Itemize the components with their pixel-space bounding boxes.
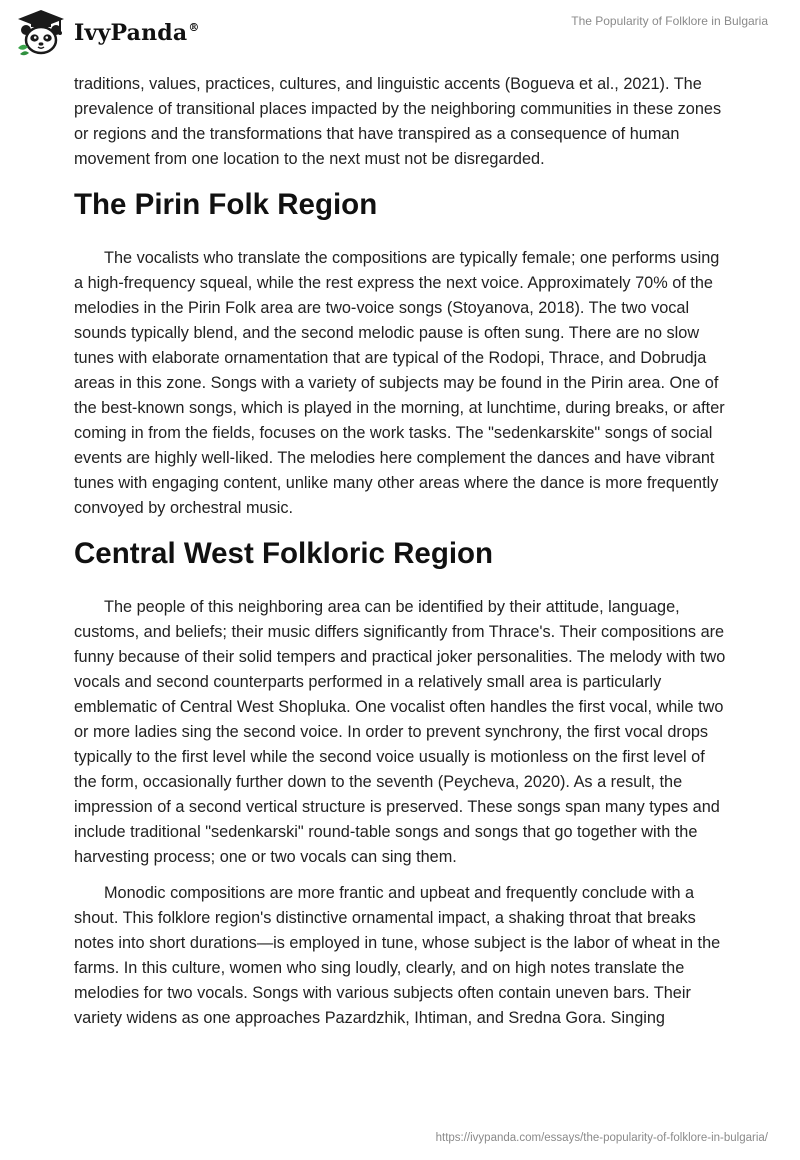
pirin-paragraph: The vocalists who translate the compositions are typically female; one performs using a high-frequency squeal, while the rest express the next voice. Approximately 70% of the melodies in the Pirin Folk area are two-voice songs (Stoyanova, 2018). The two vocal sounds typically blend, and the second melodic pause is often sung. There are no slow tunes with elaborate ornamentation that are typical of the Rodopi, Thrace, and Dobrudja areas in this zone. Songs with a variety of subjects may be found in the Pirin area. One of the best-known songs, which is played in the morning, at lunchtime, during breaks, or after coming in from the fields, focuses on the work tasks. The "sedenkarskite" songs of social events are highly well-liked. The melodies here complement the dances and have vibrant tunes with engaging content, unlike many other areas where the dance is more frequently convoyed by orchestral music. [74, 249, 725, 517]
document-title: The Popularity of Folklore in Bulgaria [571, 14, 768, 28]
ivypanda-logo[interactable] [14, 8, 200, 58]
essay-body [74, 72, 726, 1042]
central-west-paragraph-1: The people of this neighboring area can be identified by their attitude, language, customs, and beliefs; their music differs significantly from Thrace's. Their compositions are funny because of their solid tempers and practical joker personalities. The melody with two vocals and second counterparts performed in a relatively small area is particularly emblematic of Central West Shopluka. One vocalist often handles the first vocal, while two or more ladies sing the second voice. In order to prevent synchrony, the first vocal drops typically to the first level while the second voice usually is motionless on the first level of the form, occasionally further down to the seventh (Peycheva, 2020). As a result, the impression of a second vertical structure is preserved. These songs span many types and include traditional "sedenkarski" round-table songs and songs that go together with the harvesting process; one or two vocals can sing them. [74, 598, 726, 866]
page-header [0, 0, 800, 66]
panda-graduate-icon [14, 8, 68, 58]
brand-name: IvyPanda® [74, 20, 200, 46]
source-url[interactable]: https://ivypanda.com/essays/the-popularity-of-folklore-in-bulgaria/ [435, 1132, 768, 1144]
section-heading-central-west: Central West Folkloric Region [74, 537, 494, 570]
section-heading-pirin: The Pirin Folk Region [74, 188, 378, 221]
intro-paragraph: traditions, values, practices, cultures, and linguistic accents (Bogueva et al., 2021). The prevalence of transitional places impacted by the neighboring communities in these zones or regions and the transformations that have transpired as a consequence of human movement from one location to the next must not be disregarded. [74, 75, 722, 168]
central-west-paragraph-2: Monodic compositions are more frantic and upbeat and frequently conclude with a shout. This folklore region's distinctive ornamental impact, a shaking throat that breaks notes into short durations—is employed in tune, whose subject is the labor of wheat in the farms. In this culture, women who sing loudly, clearly, and on high notes translate the melodies for two vocals. Songs with various subjects often contain uneven bars. Their variety widens as one approaches Pazardzhik, Ihtiman, and Sredna Gora. Singing [74, 884, 721, 1027]
